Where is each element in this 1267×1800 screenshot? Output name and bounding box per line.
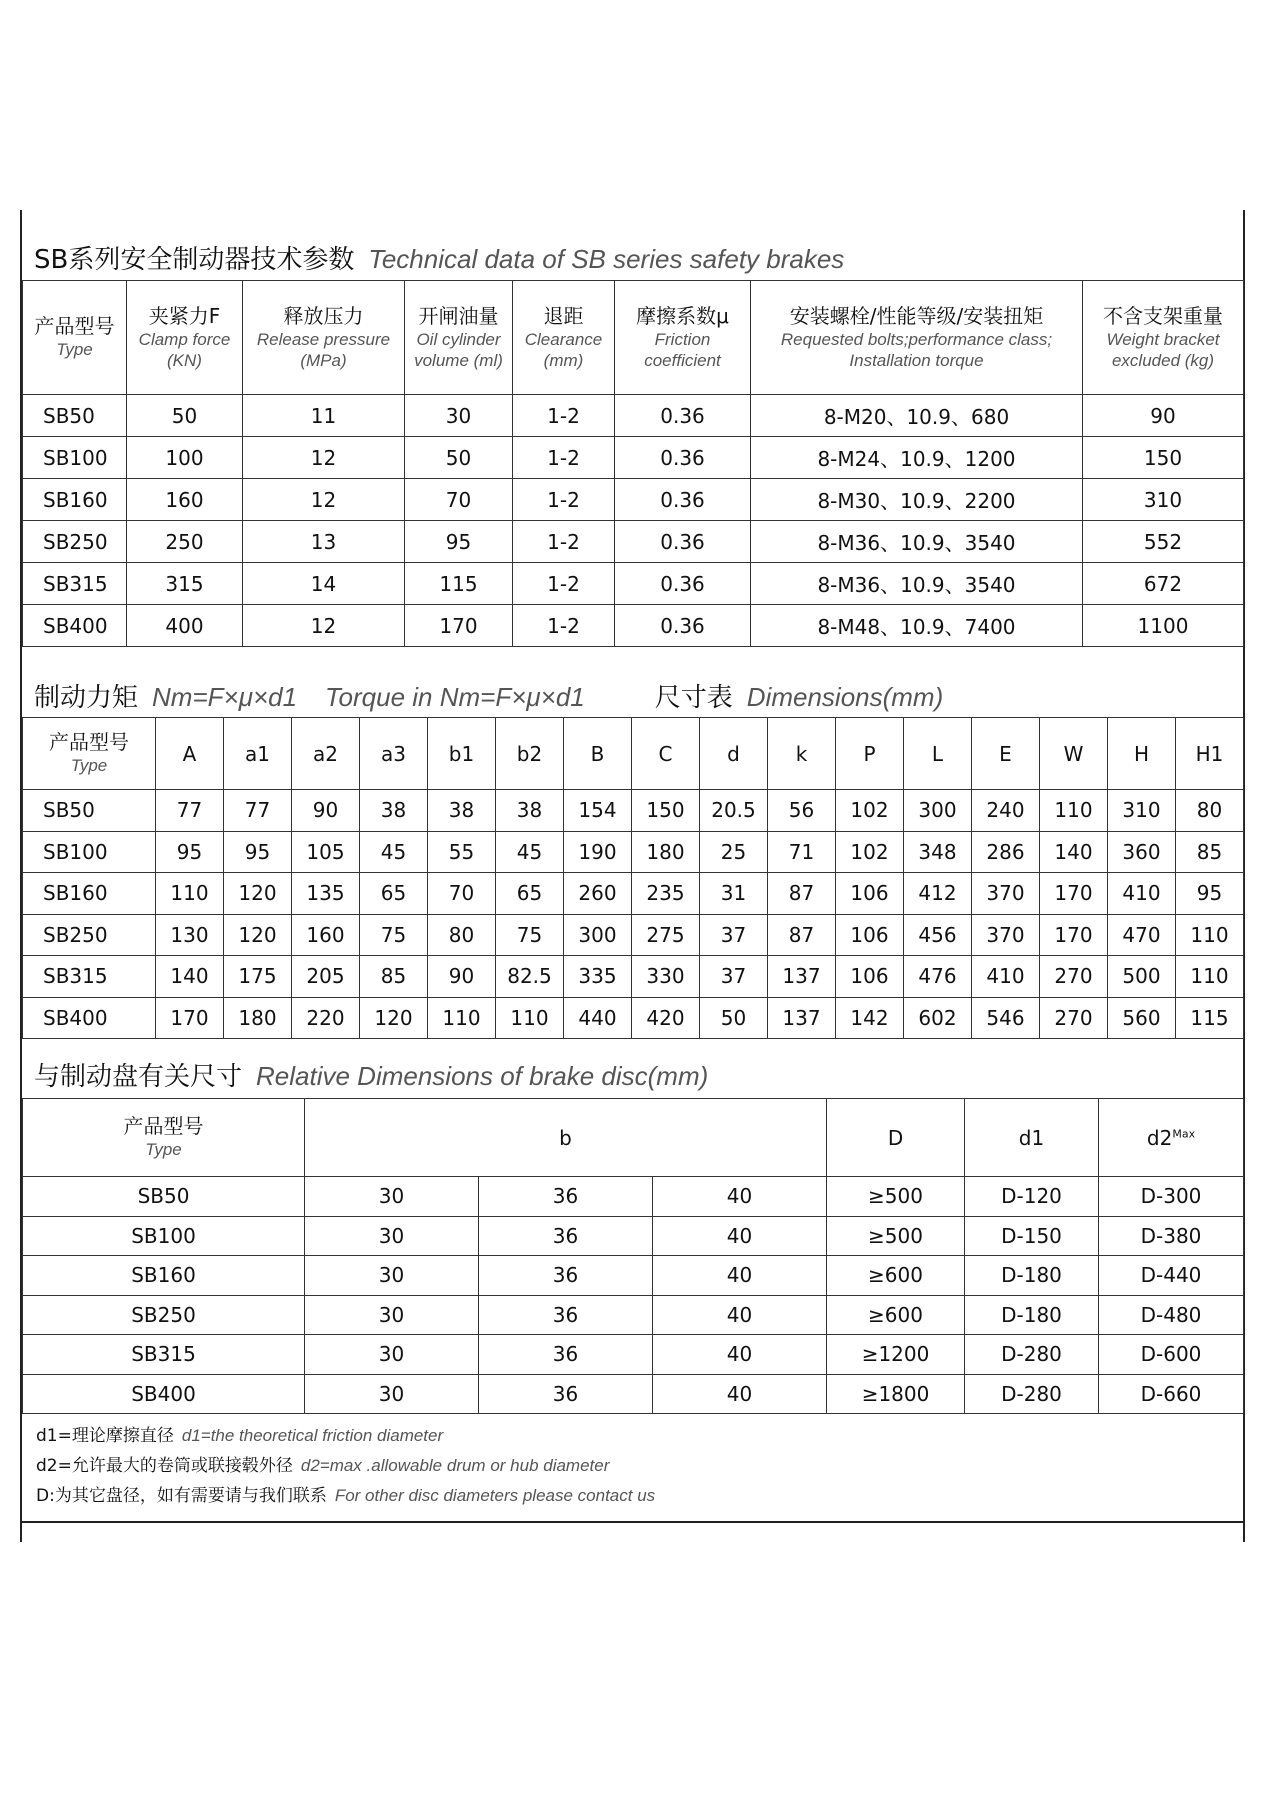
header-a1: a1 [224, 718, 292, 790]
section3-title-en: Relative Dimensions of brake disc(mm) [256, 1061, 709, 1091]
section2-title-cn: 制动力矩 [34, 683, 139, 713]
value-cell: D-480 [1099, 1295, 1244, 1335]
value-cell: 130 [156, 914, 224, 956]
value-cell: 330 [632, 956, 700, 998]
value-cell: D-280 [965, 1335, 1099, 1375]
type-cell: SB400 [23, 605, 127, 647]
type-cell: SB250 [23, 521, 127, 563]
value-cell: 31 [700, 873, 768, 915]
section3-title [34, 1063, 708, 1090]
header-d1: d1 [965, 1099, 1099, 1177]
value-cell: 12 [243, 479, 405, 521]
value-cell: 65 [496, 873, 564, 915]
value-cell: 0.36 [615, 437, 751, 479]
type-cell: SB315 [23, 956, 156, 998]
value-cell: 36 [479, 1216, 653, 1256]
type-cell: SB50 [23, 790, 156, 832]
value-cell: 8-M24、10.9、1200 [751, 437, 1083, 479]
table-row [23, 1216, 1244, 1256]
value-cell: 120 [224, 914, 292, 956]
value-cell: 95 [156, 831, 224, 873]
value-cell: 420 [632, 997, 700, 1039]
value-cell: 170 [156, 997, 224, 1039]
value-cell: 360 [1108, 831, 1176, 873]
dimensions-table [22, 717, 1244, 1039]
header-weight: 不含支架重量 Weight bracket excluded (kg) [1083, 281, 1244, 395]
value-cell: D-600 [1099, 1335, 1244, 1375]
header-bolts: 安装螺栓/性能等级/安装扭矩 Requested bolts;performance class; Installation torque [751, 281, 1083, 395]
value-cell: 300 [904, 790, 972, 832]
value-cell: 120 [224, 873, 292, 915]
table-row [23, 997, 1244, 1039]
table-row [23, 479, 1244, 521]
value-cell: 370 [972, 873, 1040, 915]
value-cell: 90 [292, 790, 360, 832]
value-cell: 30 [405, 395, 513, 437]
bottom-rule [20, 1521, 1245, 1523]
value-cell: 8-M48、10.9、7400 [751, 605, 1083, 647]
header-clearance: 退距 Clearance (mm) [513, 281, 615, 395]
value-cell: D-660 [1099, 1374, 1244, 1414]
value-cell: 30 [305, 1216, 479, 1256]
value-cell: 8-M36、10.9、3540 [751, 563, 1083, 605]
value-cell: 70 [428, 873, 496, 915]
value-cell: 14 [243, 563, 405, 605]
value-cell: 115 [405, 563, 513, 605]
value-cell: 105 [292, 831, 360, 873]
value-cell: D-380 [1099, 1216, 1244, 1256]
value-cell: 310 [1108, 790, 1176, 832]
value-cell: 40 [653, 1177, 827, 1217]
value-cell: 40 [653, 1216, 827, 1256]
header-type: 产品型号 Type [23, 718, 156, 790]
value-cell: 37 [700, 914, 768, 956]
type-cell: SB250 [23, 1295, 305, 1335]
value-cell: 0.36 [615, 479, 751, 521]
header-oil-volume: 开闸油量 Oil cylinder volume (ml) [405, 281, 513, 395]
value-cell: 90 [428, 956, 496, 998]
technical-data-table [22, 280, 1244, 647]
type-cell: SB100 [23, 831, 156, 873]
value-cell: 110 [428, 997, 496, 1039]
value-cell: 12 [243, 437, 405, 479]
value-cell: 102 [836, 831, 904, 873]
value-cell: 602 [904, 997, 972, 1039]
value-cell: 1100 [1083, 605, 1244, 647]
value-cell: 270 [1040, 997, 1108, 1039]
value-cell: 80 [428, 914, 496, 956]
value-cell: D-180 [965, 1295, 1099, 1335]
value-cell: 8-M30、10.9、2200 [751, 479, 1083, 521]
value-cell: 85 [1176, 831, 1244, 873]
header-d2-max: Max [1172, 1126, 1196, 1140]
value-cell: 11 [243, 395, 405, 437]
value-cell: 170 [1040, 914, 1108, 956]
table-row [23, 956, 1244, 998]
value-cell: 55 [428, 831, 496, 873]
value-cell: 476 [904, 956, 972, 998]
value-cell: 180 [224, 997, 292, 1039]
value-cell: 0.36 [615, 563, 751, 605]
value-cell: ≥500 [827, 1216, 965, 1256]
value-cell: 50 [405, 437, 513, 479]
value-cell: ≥600 [827, 1295, 965, 1335]
value-cell: 80 [1176, 790, 1244, 832]
value-cell: 30 [305, 1374, 479, 1414]
section1-title-cn: SB系列安全制动器技术参数 [34, 245, 355, 275]
value-cell: 87 [768, 914, 836, 956]
table-row [23, 790, 1244, 832]
value-cell: 140 [156, 956, 224, 998]
value-cell: 205 [292, 956, 360, 998]
value-cell: 36 [479, 1256, 653, 1296]
value-cell: 1-2 [513, 479, 615, 521]
type-cell: SB100 [23, 1216, 305, 1256]
value-cell: 115 [1176, 997, 1244, 1039]
value-cell: ≥1200 [827, 1335, 965, 1375]
section1-title-en: Technical data of SB series safety brakes [368, 244, 845, 274]
value-cell: 40 [653, 1374, 827, 1414]
value-cell: 70 [405, 479, 513, 521]
header-b2: b2 [496, 718, 564, 790]
table-row [23, 563, 1244, 605]
header-w: W [1040, 718, 1108, 790]
value-cell: 235 [632, 873, 700, 915]
value-cell: 470 [1108, 914, 1176, 956]
table-row [23, 1374, 1244, 1414]
value-cell: 36 [479, 1295, 653, 1335]
value-cell: 270 [1040, 956, 1108, 998]
value-cell: 240 [972, 790, 1040, 832]
value-cell: 500 [1108, 956, 1176, 998]
value-cell: 412 [904, 873, 972, 915]
value-cell: 150 [632, 790, 700, 832]
value-cell: 560 [1108, 997, 1176, 1039]
table-row [23, 1335, 1244, 1375]
header-a3: a3 [360, 718, 428, 790]
value-cell: 142 [836, 997, 904, 1039]
value-cell: 36 [479, 1374, 653, 1414]
value-cell: 40 [653, 1295, 827, 1335]
value-cell: 82.5 [496, 956, 564, 998]
value-cell: 220 [292, 997, 360, 1039]
type-cell: SB400 [23, 997, 156, 1039]
table-header-row [23, 1099, 1244, 1177]
brake-disc-table [22, 1098, 1244, 1414]
value-cell: 36 [479, 1177, 653, 1217]
value-cell: 370 [972, 914, 1040, 956]
header-h: H [1108, 718, 1176, 790]
value-cell: D-300 [1099, 1177, 1244, 1217]
value-cell: 672 [1083, 563, 1244, 605]
value-cell: 1-2 [513, 605, 615, 647]
value-cell: 30 [305, 1295, 479, 1335]
value-cell: 546 [972, 997, 1040, 1039]
table-row [23, 395, 1244, 437]
value-cell: 95 [224, 831, 292, 873]
value-cell: 260 [564, 873, 632, 915]
header-b: b [305, 1099, 827, 1177]
value-cell: ≥1800 [827, 1374, 965, 1414]
value-cell: 300 [564, 914, 632, 956]
type-cell: SB100 [23, 437, 127, 479]
value-cell: D-120 [965, 1177, 1099, 1217]
value-cell: 87 [768, 873, 836, 915]
value-cell: 160 [292, 914, 360, 956]
value-cell: 100 [127, 437, 243, 479]
value-cell: ≥600 [827, 1256, 965, 1296]
value-cell: 410 [1108, 873, 1176, 915]
table-row [23, 605, 1244, 647]
table-row [23, 437, 1244, 479]
value-cell: 71 [768, 831, 836, 873]
value-cell: 77 [156, 790, 224, 832]
type-cell: SB315 [23, 1335, 305, 1375]
value-cell: D-440 [1099, 1256, 1244, 1296]
section2-dim-en: Dimensions(mm) [746, 682, 944, 712]
value-cell: 456 [904, 914, 972, 956]
value-cell: 50 [127, 395, 243, 437]
value-cell: 50 [700, 997, 768, 1039]
value-cell: 1-2 [513, 563, 615, 605]
value-cell: 552 [1083, 521, 1244, 563]
value-cell: 85 [360, 956, 428, 998]
header-release-pressure: 释放压力 Release pressure (MPa) [243, 281, 405, 395]
header-b: B [564, 718, 632, 790]
value-cell: 65 [360, 873, 428, 915]
value-cell: 56 [768, 790, 836, 832]
section2-formula: Nm=F×μ×d1 [152, 682, 298, 712]
table-header-row [23, 281, 1244, 395]
header-e: E [972, 718, 1040, 790]
section3-title-cn: 与制动盘有关尺寸 [34, 1062, 243, 1092]
value-cell: 110 [1040, 790, 1108, 832]
value-cell: 102 [836, 790, 904, 832]
value-cell: 0.36 [615, 605, 751, 647]
type-cell: SB160 [23, 1256, 305, 1296]
value-cell: 37 [700, 956, 768, 998]
value-cell: 190 [564, 831, 632, 873]
value-cell: 25 [700, 831, 768, 873]
type-cell: SB50 [23, 1177, 305, 1217]
value-cell: 90 [1083, 395, 1244, 437]
header-h1: H1 [1176, 718, 1244, 790]
header-p: P [836, 718, 904, 790]
value-cell: 12 [243, 605, 405, 647]
header-D: D [827, 1099, 965, 1177]
notes [36, 1421, 655, 1511]
value-cell: D-150 [965, 1216, 1099, 1256]
value-cell: 154 [564, 790, 632, 832]
table-header-row [23, 718, 1244, 790]
value-cell: 410 [972, 956, 1040, 998]
section2-dim-cn: 尺寸表 [654, 683, 733, 713]
value-cell: 1-2 [513, 521, 615, 563]
value-cell: 110 [496, 997, 564, 1039]
value-cell: 150 [1083, 437, 1244, 479]
type-cell: SB315 [23, 563, 127, 605]
value-cell: 38 [428, 790, 496, 832]
table-row [23, 873, 1244, 915]
value-cell: 335 [564, 956, 632, 998]
value-cell: 137 [768, 997, 836, 1039]
value-cell: 348 [904, 831, 972, 873]
value-cell: 75 [360, 914, 428, 956]
value-cell: 310 [1083, 479, 1244, 521]
section2-title [34, 684, 943, 711]
value-cell: 140 [1040, 831, 1108, 873]
value-cell: 120 [360, 997, 428, 1039]
type-cell: SB50 [23, 395, 127, 437]
value-cell: 106 [836, 914, 904, 956]
value-cell: 20.5 [700, 790, 768, 832]
value-cell: D-180 [965, 1256, 1099, 1296]
value-cell: 110 [156, 873, 224, 915]
header-clamp-force: 夹紧力F Clamp force (KN) [127, 281, 243, 395]
value-cell: 1-2 [513, 437, 615, 479]
value-cell: ≥500 [827, 1177, 965, 1217]
header-friction: 摩擦系数μ Friction coefficient [615, 281, 751, 395]
header-c: C [632, 718, 700, 790]
value-cell: 8-M36、10.9、3540 [751, 521, 1083, 563]
type-cell: SB400 [23, 1374, 305, 1414]
value-cell: 30 [305, 1256, 479, 1296]
value-cell: 170 [405, 605, 513, 647]
table-row [23, 521, 1244, 563]
value-cell: 250 [127, 521, 243, 563]
value-cell: 315 [127, 563, 243, 605]
header-b1: b1 [428, 718, 496, 790]
header-type: 产品型号 Type [23, 1099, 305, 1177]
value-cell: 8-M20、10.9、680 [751, 395, 1083, 437]
value-cell: 45 [360, 831, 428, 873]
value-cell: 40 [653, 1335, 827, 1375]
value-cell: 286 [972, 831, 1040, 873]
value-cell: 275 [632, 914, 700, 956]
value-cell: 400 [127, 605, 243, 647]
value-cell: 110 [1176, 956, 1244, 998]
type-cell: SB160 [23, 873, 156, 915]
table-row [23, 831, 1244, 873]
value-cell: 106 [836, 956, 904, 998]
note-d2: d2=允许最大的卷筒或联接毂外径 d2=max .allowable drum or hub diameter [36, 1456, 610, 1476]
value-cell: 77 [224, 790, 292, 832]
value-cell: 30 [305, 1177, 479, 1217]
value-cell: 0.36 [615, 395, 751, 437]
value-cell: 160 [127, 479, 243, 521]
note-d1: d1=理论摩擦直径 d1=the theoretical friction diameter [36, 1426, 444, 1446]
value-cell: 137 [768, 956, 836, 998]
value-cell: 170 [1040, 873, 1108, 915]
value-cell: 45 [496, 831, 564, 873]
spec-sheet [20, 210, 1245, 1542]
value-cell: 95 [405, 521, 513, 563]
table-row [23, 914, 1244, 956]
table-row [23, 1177, 1244, 1217]
value-cell: 75 [496, 914, 564, 956]
section2-torque-en: Torque in Nm=F×μ×d1 [325, 682, 585, 712]
value-cell: 38 [360, 790, 428, 832]
header-type: 产品型号 Type [23, 281, 127, 395]
table-row [23, 1256, 1244, 1296]
note-D: D:为其它盘径，如有需要请与我们联系 For other disc diameters please contact us [36, 1486, 656, 1506]
section1-title [34, 246, 844, 273]
type-cell: SB250 [23, 914, 156, 956]
value-cell: 30 [305, 1335, 479, 1375]
header-d: d [700, 718, 768, 790]
value-cell: 135 [292, 873, 360, 915]
value-cell: 180 [632, 831, 700, 873]
header-k: k [768, 718, 836, 790]
value-cell: 95 [1176, 873, 1244, 915]
header-a: A [156, 718, 224, 790]
value-cell: 38 [496, 790, 564, 832]
value-cell: 13 [243, 521, 405, 563]
value-cell: 36 [479, 1335, 653, 1375]
value-cell: D-280 [965, 1374, 1099, 1414]
value-cell: 1-2 [513, 395, 615, 437]
header-a2: a2 [292, 718, 360, 790]
value-cell: 106 [836, 873, 904, 915]
table-row [23, 1295, 1244, 1335]
header-d2: $d2^{Max}$ [1099, 1099, 1244, 1177]
value-cell: 0.36 [615, 521, 751, 563]
value-cell: 110 [1176, 914, 1244, 956]
header-l: L [904, 718, 972, 790]
value-cell: 440 [564, 997, 632, 1039]
value-cell: 40 [653, 1256, 827, 1296]
type-cell: SB160 [23, 479, 127, 521]
value-cell: 175 [224, 956, 292, 998]
